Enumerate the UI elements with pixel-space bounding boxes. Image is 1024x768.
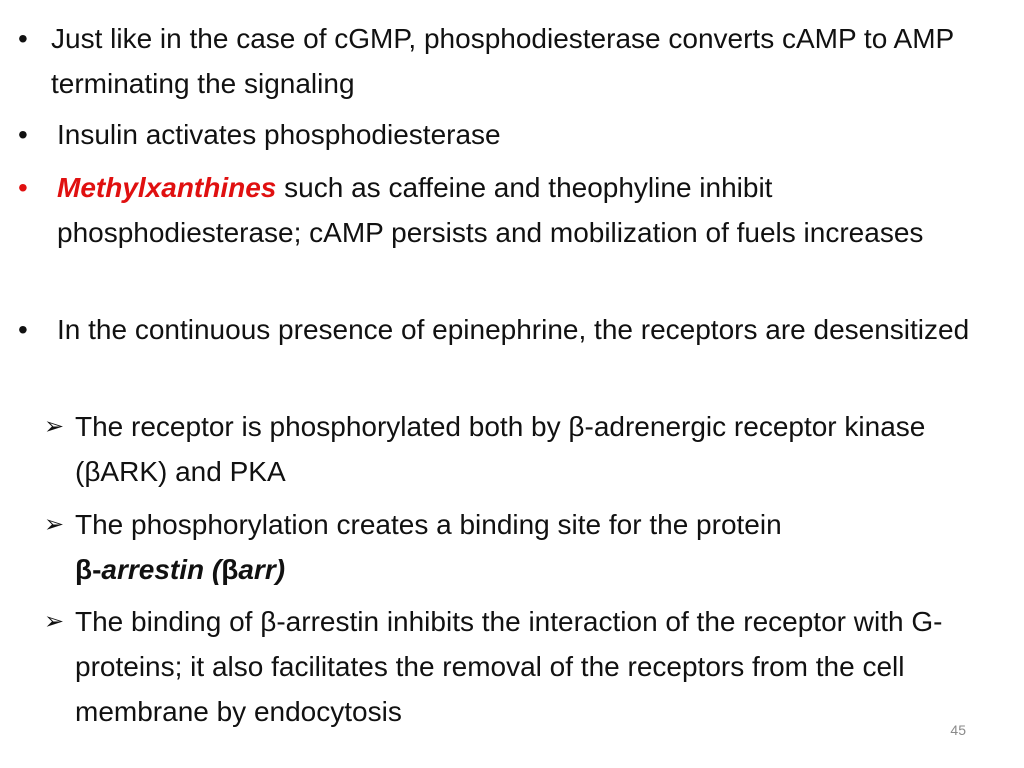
bullet-item bbox=[18, 165, 993, 255]
bullet-text: Just like in the case of cGMP, phosphodiesterase converts cAMP to AMP terminating the signaling bbox=[51, 23, 954, 99]
sub-bullet-item bbox=[44, 599, 984, 734]
bullet-marker: • bbox=[18, 314, 28, 345]
arrow-icon: ➢ bbox=[44, 608, 65, 635]
highlight-term: Methylxanthines bbox=[57, 172, 277, 203]
arrestin-term: arrestin ( bbox=[101, 554, 222, 585]
bullet-text: In the continuous presence of epinephrine, the receptors are desensitized bbox=[57, 314, 970, 345]
sub-bullet-text: The receptor is phosphorylated both by β-adrenergic receptor kinase (βARK) and PKA bbox=[75, 411, 926, 487]
bullet-marker: • bbox=[18, 23, 28, 54]
sub-bullet-text bbox=[44, 502, 989, 592]
bullet-text-body: such as caffeine and theophyline inhibit phosphodiesterase; cAMP persists and mobilization of fuels increases bbox=[57, 172, 924, 248]
bullet-marker: • bbox=[18, 119, 28, 150]
sub-bullet-item bbox=[44, 502, 989, 592]
sub-bullet-text-body: The phosphorylation creates a binding site for the protein bbox=[75, 509, 782, 540]
arrow-icon: ➢ bbox=[44, 413, 65, 440]
bullet-text bbox=[18, 165, 993, 255]
page-number: 45 bbox=[950, 722, 966, 738]
sub-bullet-text: The binding of β-arrestin inhibits the interaction of the receptor with G-proteins; it also facilitates the removal of the receptors from the cell membrane by endocytosis bbox=[75, 606, 943, 727]
beta-prefix: β- bbox=[75, 554, 102, 585]
bullet-marker: • bbox=[18, 172, 28, 203]
bullet-item bbox=[18, 307, 1008, 352]
arrow-icon: ➢ bbox=[44, 511, 65, 538]
beta-symbol: β bbox=[221, 554, 239, 585]
arr-abbrev: arr) bbox=[238, 554, 286, 585]
sub-bullet-item bbox=[44, 404, 974, 494]
bullet-item bbox=[18, 16, 978, 106]
bullet-item bbox=[18, 112, 978, 157]
bullet-text: Insulin activates phosphodiesterase bbox=[57, 119, 501, 150]
